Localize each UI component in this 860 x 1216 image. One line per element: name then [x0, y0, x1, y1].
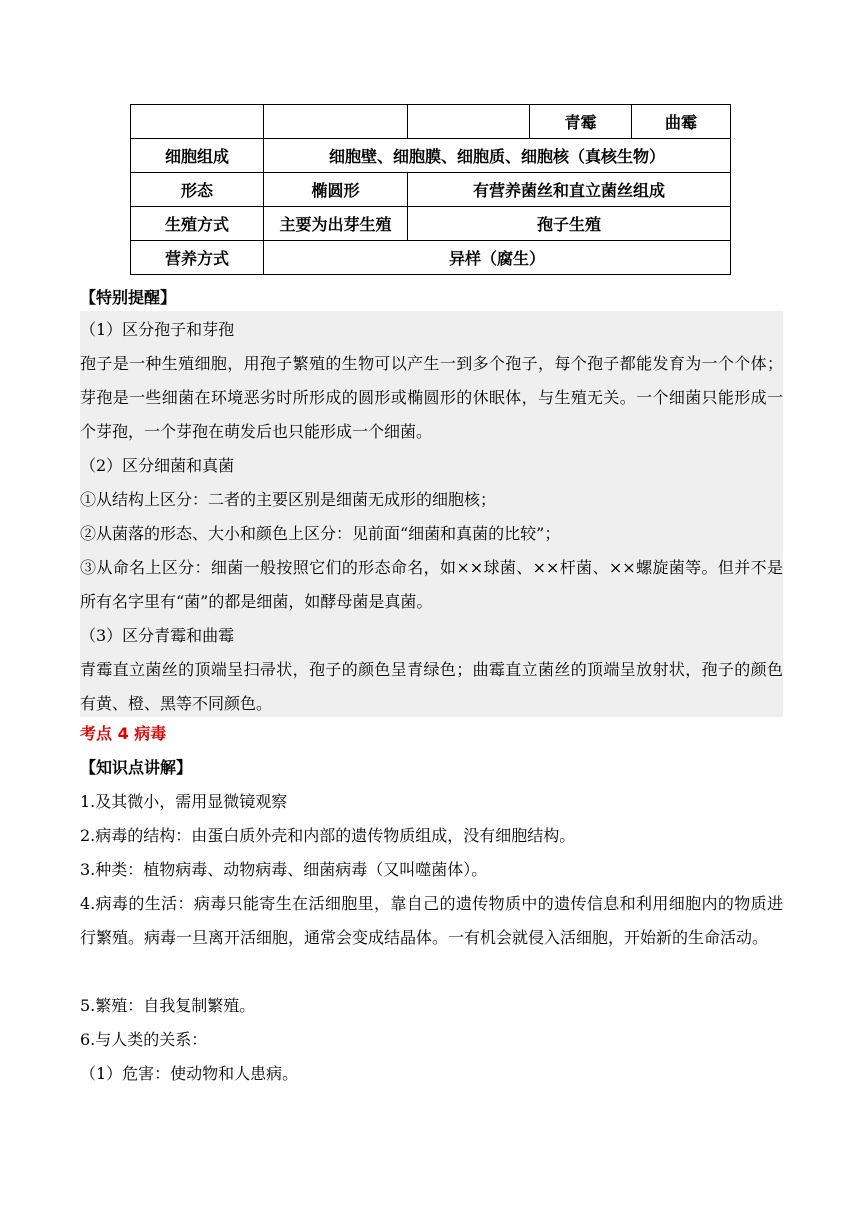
row-label: 营养方式	[131, 241, 264, 275]
knowledge-line: 5.繁殖：自我复制繁殖。	[80, 996, 256, 1015]
table-row	[131, 207, 731, 241]
tip-section-title: （1）区分孢子和芽孢	[80, 320, 235, 339]
tip-line: ①从结构上区分：二者的主要区别是细菌无成形的细胞核；	[80, 490, 497, 509]
table-cell: 有营养菌丝和直立菌丝组成	[408, 173, 731, 207]
table-header-cell: 青霉	[530, 105, 632, 139]
knowledge-line: （1）危害：使动物和人患病。	[80, 1064, 299, 1083]
comparison-table	[130, 104, 731, 275]
table-cell: 孢子生殖	[408, 207, 731, 241]
table-header-cell	[264, 105, 408, 139]
table-cell: 异样（腐生）	[264, 241, 731, 275]
table-cell: 椭圆形	[264, 173, 408, 207]
table-header-row	[131, 105, 731, 139]
table-row	[131, 241, 731, 275]
row-label: 生殖方式	[131, 207, 264, 241]
tip-paragraph: 孢子是一种生殖细胞，用孢子繁殖的生物可以产生一到多个孢子，每个孢子都能发育为一个个体；芽孢是一些细菌在环境恶劣时所形成的圆形或椭圆形的休眠体，与生殖无关。一个细菌只能形成一个芽孢，一个芽孢在萌发后也只能形成一个细菌。	[80, 354, 783, 441]
table-cell: 主要为出芽生殖	[264, 207, 408, 241]
knowledge-heading: 【知识点讲解】	[80, 758, 193, 777]
tip-line: ②从菌落的形态、大小和颜色上区分：见前面“细菌和真菌的比较”；	[80, 524, 561, 543]
row-label: 细胞组成	[131, 139, 264, 173]
knowledge-line: 2.病毒的结构：由蛋白质外壳和内部的遗传物质组成，没有细胞结构。	[80, 826, 576, 845]
table-row	[131, 173, 731, 207]
tips-heading: 【特别提醒】	[80, 288, 177, 307]
tip-section-title: （3）区分青霉和曲霉	[80, 626, 235, 645]
table-cell: 细胞壁、细胞膜、细胞质、细胞核（真核生物）	[264, 139, 731, 173]
tip-paragraph: ③从命名上区分：细菌一般按照它们的形态命名，如××球菌、××杆菌、××螺旋菌等。但并不是所有名字里有“菌”的都是细菌，如酵母菌是真菌。	[80, 558, 783, 611]
table-header-cell	[408, 105, 530, 139]
tip-section-title: （2）区分细菌和真菌	[80, 456, 235, 475]
row-label: 形态	[131, 173, 264, 207]
knowledge-paragraph: 4.病毒的生活：病毒只能寄生在活细胞里，靠自己的遗传物质中的遗传信息和利用细胞内的物质进行繁殖。病毒一旦离开活细胞，通常会变成结晶体。一有机会就侵入活细胞，开始新的生命活动。	[80, 894, 783, 947]
table-header-cell	[131, 105, 264, 139]
section-title: 考点 4 病毒	[80, 724, 167, 743]
table-row	[131, 139, 731, 173]
tip-paragraph: 青霉直立菌丝的顶端呈扫帚状，孢子的颜色呈青绿色；曲霉直立菌丝的顶端呈放射状，孢子的颜色有黄、橙、黑等不同颜色。	[80, 660, 783, 713]
knowledge-line: 6.与人类的关系：	[80, 1030, 208, 1049]
knowledge-line: 1.及其微小，需用显微镜观察	[80, 792, 288, 811]
knowledge-line: 3.种类：植物病毒、动物病毒、细菌病毒（又叫噬菌体）。	[80, 860, 488, 879]
table-header-cell: 曲霉	[632, 105, 731, 139]
